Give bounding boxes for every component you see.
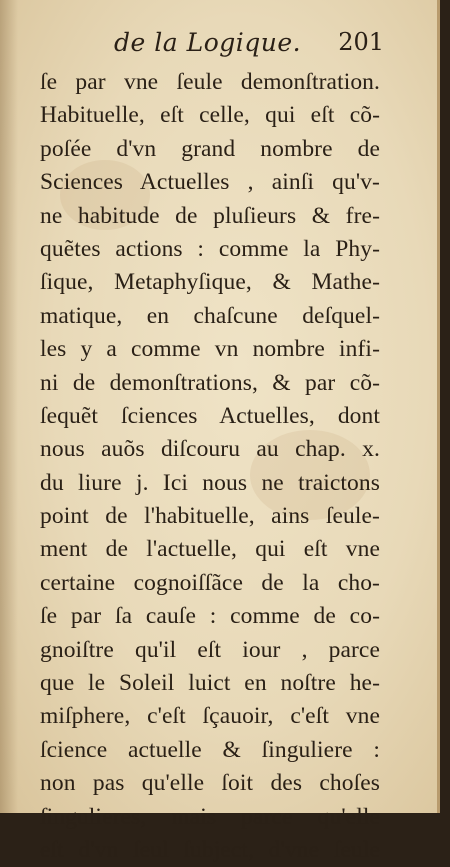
text-line: miſphere, c'eſt ſçauoir, c'eſt vne xyxy=(40,703,380,730)
text-line: ſe par ſa cauſe : comme de co- xyxy=(40,603,380,630)
text-line: ſequẽt ſciences Actuelles, dont xyxy=(40,402,380,429)
text-line: Sciences Actuelles , ainſi qu'v- xyxy=(40,169,380,196)
text-line: gnoiſtre qu'il eſt iour , parce xyxy=(40,636,380,663)
body-text xyxy=(40,66,380,867)
text-line: Habituelle, eſt celle, qui eſt cõ- xyxy=(40,102,380,129)
text-line: quẽtes actions : comme la Phy- xyxy=(40,235,380,262)
text-line: matique, en chaſcune deſquel- xyxy=(40,302,380,329)
text-line: du liure j. Ici nous ne traictons xyxy=(40,469,380,496)
text-line: les y a comme vn nombre infi- xyxy=(40,336,380,363)
text-line: non pas qu'elle ſoit des choſes xyxy=(40,770,380,797)
page-gutter-shadow xyxy=(0,0,18,813)
text-line: ne habitude de pluſieurs & fre- xyxy=(40,202,380,229)
text-line: ſcience actuelle & ſinguliere : xyxy=(40,736,380,763)
text-line: ſique, Metaphyſique, & Mathe- xyxy=(40,269,380,296)
text-line: point de l'habituelle, ains ſeule- xyxy=(40,503,380,530)
text-line: ni de demonſtrations, & par cõ- xyxy=(40,369,380,396)
text-line: eſt d'vn ſeul ſubject, d'vne ſeule xyxy=(40,836,380,863)
text-line: nous auõs diſcouru au chap. x. xyxy=(40,436,380,463)
text-line: ſingulieres, mais parce qu'elle xyxy=(40,803,380,830)
text-line: ſe par vne ſeule demonſtration. xyxy=(40,69,380,95)
running-title: de la Logique. xyxy=(114,28,302,57)
text-line: que le Soleil luict en noſtre he- xyxy=(40,670,380,697)
page-header xyxy=(114,24,384,64)
text-line: poſée d'vn grand nombre de xyxy=(40,135,380,162)
text-line: certaine cognoiſſãce de la cho- xyxy=(40,569,380,596)
text-line: ment de l'actuelle, qui eſt vne xyxy=(40,536,380,563)
page-number: 201 xyxy=(338,28,384,56)
